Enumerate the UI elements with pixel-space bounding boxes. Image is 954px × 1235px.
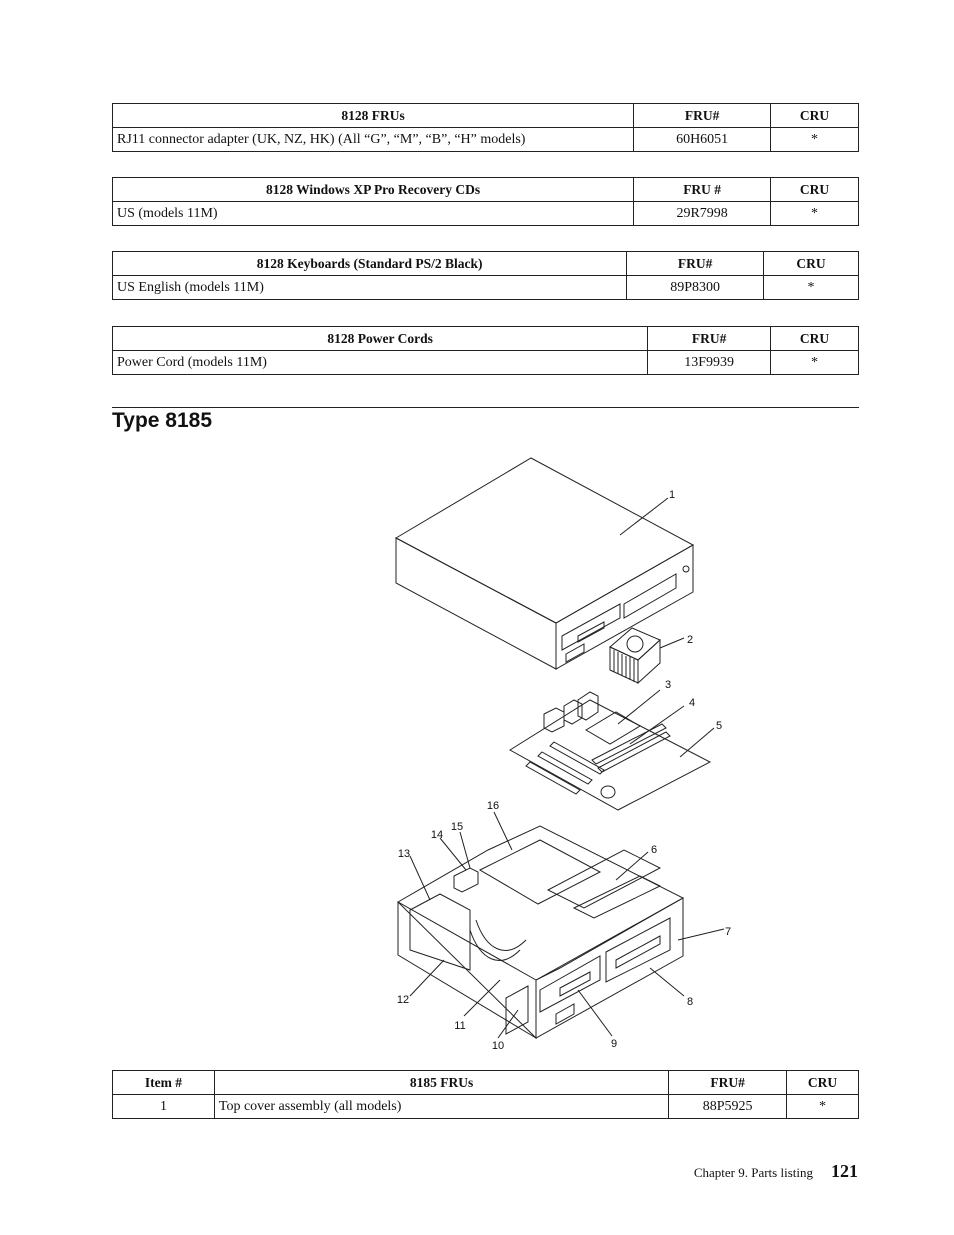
column-header: 8128 Power Cords xyxy=(113,327,648,351)
callout-9: 9 xyxy=(610,1038,618,1050)
callout-7: 7 xyxy=(724,926,732,938)
leader-lines xyxy=(410,498,724,1038)
callout-8: 8 xyxy=(686,996,694,1008)
system-board-drawing xyxy=(510,692,710,810)
column-header: 8185 FRUs xyxy=(214,1071,668,1095)
section-heading: Type 8185 xyxy=(112,409,213,432)
table-header-row xyxy=(113,104,859,128)
callout-12: 12 xyxy=(396,994,410,1006)
fru-table-8185 xyxy=(112,1070,859,1119)
column-header: FRU# xyxy=(627,252,764,276)
table-cell: 88P5925 xyxy=(669,1095,787,1119)
heat-sink-drawing xyxy=(610,628,660,683)
section-divider xyxy=(112,407,859,408)
table-header-row xyxy=(113,1071,859,1095)
table-row xyxy=(113,202,859,226)
column-header: CRU xyxy=(771,104,859,128)
callout-3: 3 xyxy=(664,679,672,691)
page-number: 121 xyxy=(831,1161,858,1181)
callout-2: 2 xyxy=(686,634,694,646)
table-cell: * xyxy=(771,202,859,226)
table-cell: Top cover assembly (all models) xyxy=(214,1095,668,1119)
callout-11: 11 xyxy=(454,1020,466,1032)
fru-table-8128 xyxy=(112,103,859,152)
table-row xyxy=(113,128,859,152)
table-cell: US English (models 11M) xyxy=(113,276,627,300)
column-header: FRU# xyxy=(648,327,771,351)
column-header: 8128 Windows XP Pro Recovery CDs xyxy=(113,178,634,202)
column-header: CRU xyxy=(787,1071,859,1095)
table-cell: 13F9939 xyxy=(648,351,771,375)
column-header: CRU xyxy=(771,178,859,202)
recovery-cd-table xyxy=(112,177,859,226)
page-footer xyxy=(694,1161,858,1182)
column-header: FRU# xyxy=(634,104,771,128)
callout-1: 1 xyxy=(668,489,676,501)
callout-13: 13 xyxy=(397,848,411,860)
table-cell: 1 xyxy=(113,1095,215,1119)
callout-15: 15 xyxy=(450,821,464,833)
table-cell: * xyxy=(771,128,859,152)
table-cell: * xyxy=(764,276,859,300)
top-cover-drawing xyxy=(396,458,693,669)
column-header: Item # xyxy=(113,1071,215,1095)
column-header: 8128 FRUs xyxy=(113,104,634,128)
column-header: FRU# xyxy=(669,1071,787,1095)
table-cell: * xyxy=(771,351,859,375)
power-cords-table xyxy=(112,326,859,375)
column-header: 8128 Keyboards (Standard PS/2 Black) xyxy=(113,252,627,276)
callout-10: 10 xyxy=(491,1040,505,1052)
table-cell: Power Cord (models 11M) xyxy=(113,351,648,375)
column-header: CRU xyxy=(764,252,859,276)
table-cell: RJ11 connector adapter (UK, NZ, HK) (All “G”, “M”, “B”, “H” models) xyxy=(113,128,634,152)
callout-14: 14 xyxy=(430,829,444,841)
callout-16: 16 xyxy=(486,800,500,812)
table-header-row xyxy=(113,252,859,276)
table-row xyxy=(113,276,859,300)
exploded-parts-diagram xyxy=(380,450,760,1060)
table-row xyxy=(113,351,859,375)
chassis-drawing xyxy=(398,826,683,1038)
table-cell: 60H6051 xyxy=(634,128,771,152)
table-cell: US (models 11M) xyxy=(113,202,634,226)
callout-5: 5 xyxy=(715,720,723,732)
column-header: CRU xyxy=(771,327,859,351)
callout-4: 4 xyxy=(688,697,696,709)
table-cell: * xyxy=(787,1095,859,1119)
footer-chapter: Chapter 9. Parts listing xyxy=(693,1165,813,1180)
column-header: FRU # xyxy=(634,178,771,202)
table-header-row xyxy=(113,178,859,202)
table-cell: 89P8300 xyxy=(627,276,764,300)
callout-6: 6 xyxy=(650,844,658,856)
table-header-row xyxy=(113,327,859,351)
keyboards-table xyxy=(112,251,859,300)
table-row xyxy=(113,1095,859,1119)
table-cell: 29R7998 xyxy=(634,202,771,226)
